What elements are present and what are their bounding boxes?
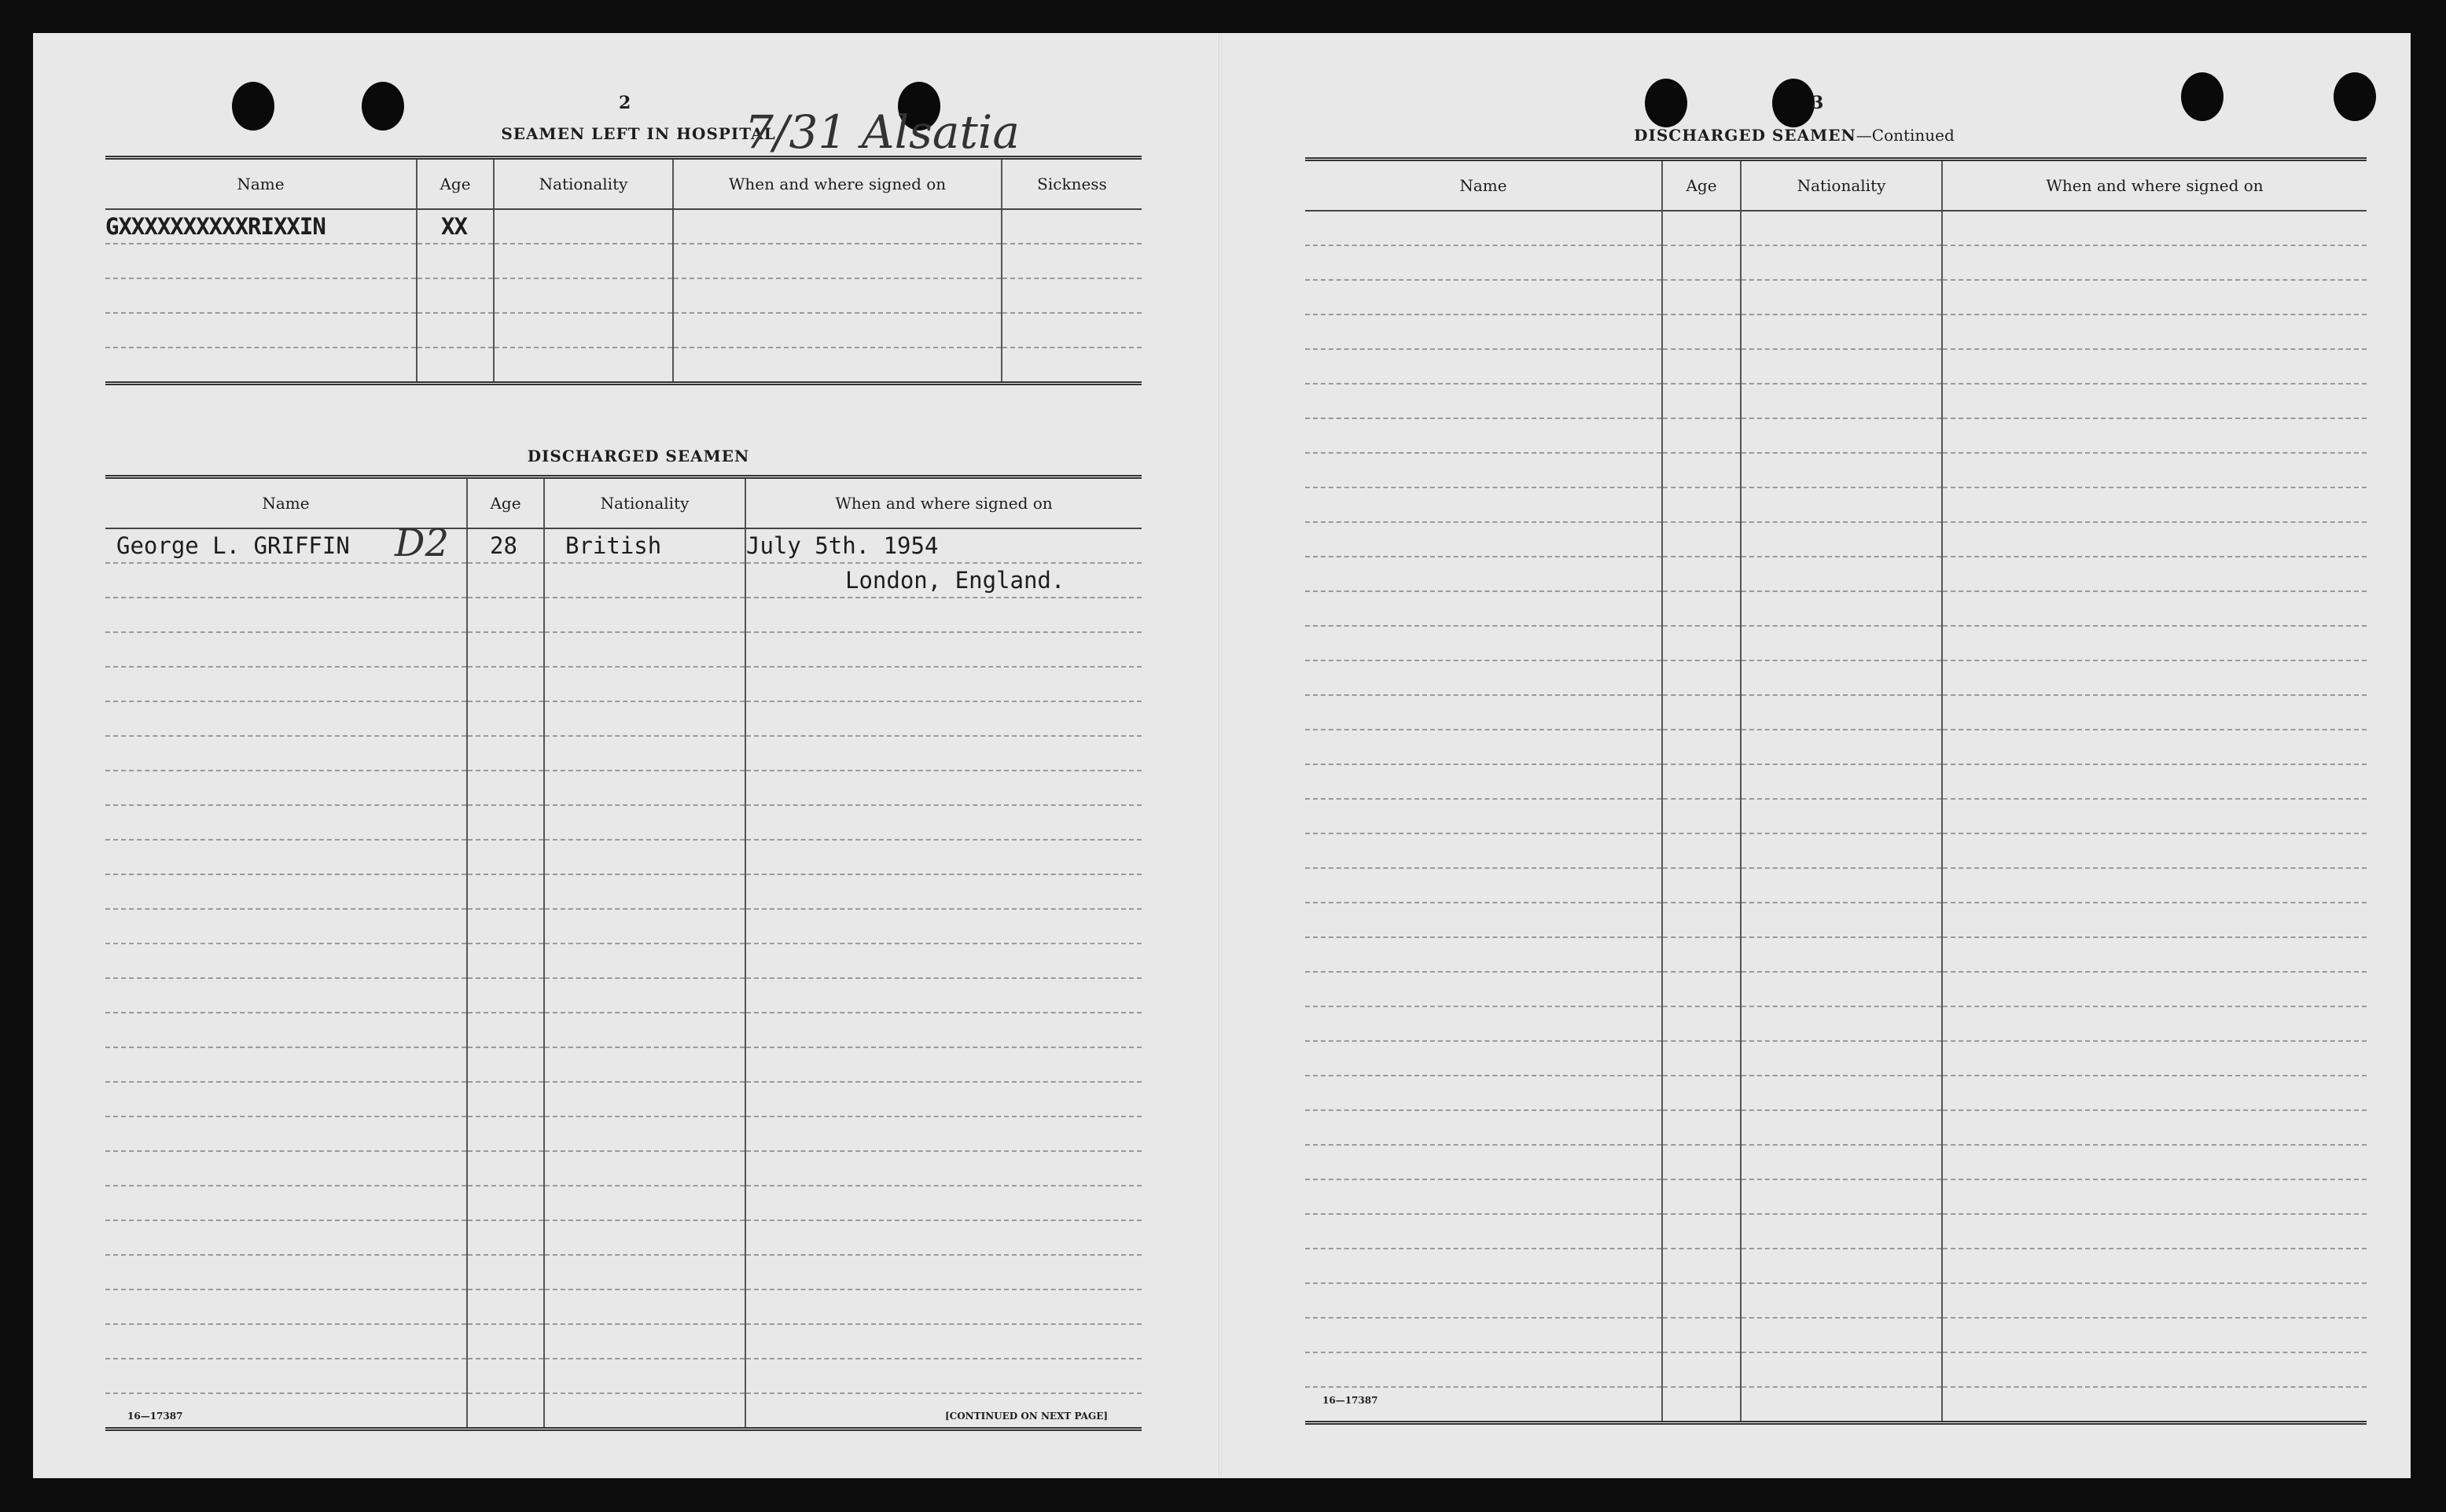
punch-hole <box>1645 79 1687 127</box>
discharged-table <box>105 475 1142 1431</box>
table-row <box>105 1289 1142 1324</box>
column-header-signed-on: When and where signed on <box>745 477 1142 529</box>
table-row <box>105 667 1142 701</box>
table-row <box>105 874 1142 909</box>
column-header-name: Name <box>1305 160 1662 212</box>
table-row <box>1305 557 2367 591</box>
table-row <box>105 598 1142 632</box>
seaman-name: George L. GRIFFIN <box>116 532 350 559</box>
punch-hole <box>362 82 404 131</box>
column-header-age: Age <box>417 158 494 210</box>
table-row <box>1305 1387 2367 1423</box>
struck-name: GXXXXXXXXXXRIXXIN <box>105 213 326 240</box>
table-row <box>1305 384 2367 418</box>
table-row <box>105 1082 1142 1117</box>
punch-hole <box>2334 72 2376 121</box>
table-row <box>1305 626 2367 660</box>
table-row <box>1305 660 2367 695</box>
column-header-nationality: Nationality <box>494 158 673 210</box>
table-row <box>1305 522 2367 557</box>
seaman-nationality: British <box>565 532 662 559</box>
table-row <box>1305 245 2367 280</box>
table-row <box>1305 1110 2367 1145</box>
table-row <box>105 313 1142 348</box>
column-header-nationality: Nationality <box>544 477 745 529</box>
discharged-section-title: DISCHARGED SEAMEN <box>527 447 750 465</box>
column-header-name: Name <box>105 158 417 210</box>
table-row <box>1305 972 2367 1006</box>
handwritten-initials: D2 <box>395 521 450 565</box>
hospital-signed-on-cell <box>674 240 1001 243</box>
page-fold <box>1219 33 1222 1478</box>
table-row <box>1305 1214 2367 1249</box>
right-page-number: 3 <box>1812 93 1824 113</box>
table-row <box>1305 1352 2367 1387</box>
table-row <box>105 244 1142 278</box>
left-page-number: 2 <box>619 93 631 113</box>
table-row <box>1305 833 2367 868</box>
table-row <box>105 840 1142 874</box>
table-row <box>105 528 1142 563</box>
table-row <box>105 1047 1142 1082</box>
table-row <box>1305 1041 2367 1076</box>
struck-age: XX <box>441 213 467 240</box>
punch-hole <box>1772 79 1815 127</box>
table-row <box>105 1117 1142 1151</box>
table-row <box>105 771 1142 805</box>
handwritten-vessel-note: 7/31 Alsatia <box>745 105 1020 159</box>
table-row <box>1305 1145 2367 1179</box>
table-row <box>105 978 1142 1013</box>
right-title-suffix: —Continued <box>1856 126 1955 145</box>
table-row <box>105 632 1142 667</box>
table-row <box>1305 695 2367 730</box>
table-row <box>105 1151 1142 1186</box>
column-header-name: Name <box>105 477 467 529</box>
right-section-title <box>1598 126 1991 145</box>
hospital-section-title: SEAMEN LEFT IN HOSPITAL <box>501 124 776 143</box>
table-row <box>1305 730 2367 764</box>
left-form-number: 16—17387 <box>127 1411 183 1422</box>
table-row <box>105 1324 1142 1359</box>
right-title-main: DISCHARGED SEAMEN <box>1634 126 1856 145</box>
table-row <box>1305 1283 2367 1318</box>
table-row <box>105 278 1142 313</box>
table-row <box>105 909 1142 944</box>
table-row <box>105 563 1142 598</box>
punch-hole <box>2181 72 2223 121</box>
table-row <box>1305 1318 2367 1352</box>
table-row <box>105 1013 1142 1047</box>
table-row <box>1305 1006 2367 1041</box>
table-row <box>105 1255 1142 1289</box>
hospital-sickness-cell <box>1002 240 1142 243</box>
table-row <box>105 1220 1142 1255</box>
punch-hole <box>232 82 274 131</box>
table-row <box>1305 1179 2367 1214</box>
continued-note: [CONTINUED ON NEXT PAGE] <box>945 1411 1109 1422</box>
table-row <box>1305 903 2367 937</box>
table-row <box>105 1359 1142 1393</box>
table-row <box>1305 280 2367 315</box>
table-row <box>1305 1249 2367 1283</box>
continued-table <box>1305 157 2367 1425</box>
right-form-number: 16—17387 <box>1322 1395 1378 1406</box>
table-row <box>1305 418 2367 453</box>
table-row <box>105 1186 1142 1220</box>
table-row <box>1305 591 2367 626</box>
hospital-nationality-cell <box>495 240 672 243</box>
column-header-age: Age <box>1662 160 1741 212</box>
table-row <box>105 805 1142 840</box>
column-header-sickness: Sickness <box>1002 158 1142 210</box>
column-header-nationality: Nationality <box>1741 160 1942 212</box>
table-row <box>1305 453 2367 487</box>
table-row <box>1305 315 2367 349</box>
table-row <box>1305 868 2367 903</box>
table-row <box>105 209 1142 244</box>
table-row <box>105 701 1142 736</box>
table-row <box>1305 937 2367 972</box>
seaman-age: 28 <box>490 532 517 559</box>
table-row <box>1305 211 2367 245</box>
manifest-sheet <box>33 33 2411 1478</box>
table-row <box>1305 1076 2367 1110</box>
hospital-table <box>105 156 1142 385</box>
column-header-signed-on: When and where signed on <box>673 158 1002 210</box>
table-row <box>105 944 1142 978</box>
signed-on-date: July 5th. 1954 <box>746 532 939 559</box>
column-header-age: Age <box>467 477 544 529</box>
column-header-signed-on: When and where signed on <box>1942 160 2367 212</box>
table-row <box>105 736 1142 771</box>
table-row <box>105 348 1142 384</box>
table-row <box>1305 487 2367 522</box>
table-row <box>1305 349 2367 384</box>
signed-on-place: London, England. <box>845 567 1065 594</box>
table-row <box>1305 764 2367 799</box>
table-row <box>1305 799 2367 833</box>
